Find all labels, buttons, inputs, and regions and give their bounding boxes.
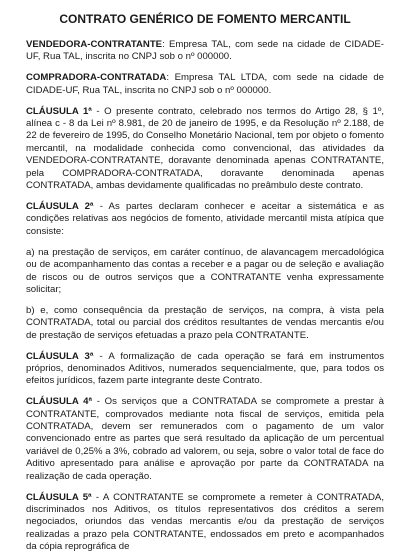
clause-2-item-a [26,247,384,297]
clause-5 [26,492,384,554]
clause-label: CLÁUSULA 3ª [26,350,94,362]
clause-label: CLÁUSULA 1ª [26,105,92,117]
clause-text: - A CONTRATANTE se compromete a remeter à CONTRATADA, discriminados nos Aditivos, os títulos representativos dos créditos a serem negociados, oriundos das vendas mercantis e/ou da prestação de serviços realizadas a prazo pela CONTRATANTE, endossados em preto e acompanhados da cópia reprográfica de [26,491,384,553]
clause-label: CLÁUSULA 4ª [26,396,93,408]
party-label: VENDEDORA-CONTRATANTE [26,39,163,50]
document-title: CONTRATO GENÉRICO DE FOMENTO MERCANTIL [59,12,351,26]
clause-3 [26,351,384,388]
clause-4 [26,396,384,483]
clause-text: - O presente contrato, celebrado nos termos do Artigo 28, § 1º, alínea c - 8 da Lei nº 8.981, de 20 de janeiro de 1995, e da Resolução nº 2.188, de 22 de fevereiro de 1995, do Conselho Monetário Nacional, tem por objeto o fomento mercantil, na modalidade conhecida como convencional, das atividades da VENDEDORA-CONTRATANTE, doravante denominada apenas CONTRATANTE, pela COMPRADORA-CONTRATADA, doravante denominada apenas CONTRATADA, ambas devidamente qualificadas no preâmbulo deste contrato. [26,105,384,192]
clause-text: - Os serviços que a CONTRATADA se compromete a prestar à CONTRATANTE, comprovados mediante nota fiscal de serviços, emitida pela CONTRATADA, devem ser remunerados com o pagamento de um valor convencionado entre as partes que será resultado da aplicação de um percentual variável de 0,25% a 3%, cobrado ad valorem, ou seja, sobre o valor total de face do Aditivo apresentado para análise e aprovação por parte da CONTRATADA na realização de cada operação. [26,396,384,482]
party-label: COMPRADORA-CONTRATADA [26,72,167,84]
party-text: : Empresa TAL LTDA, com sede na cidade de CIDADE-UF, Rua TAL, inscrita no CNPJ sob o nº 000000. [26,72,384,96]
clause-label: CLÁUSULA 5ª [26,491,92,503]
clause-1 [26,106,384,193]
clause-2-item-b [26,305,384,342]
clause-2 [26,201,384,238]
party-seller [26,39,384,64]
clause-text: - A formalização de cada operação se fará em instrumentos próprios, denominados Aditivos, numerados sequencialmente, que, para todos os efeitos jurídicos, fazem parte integrante deste Contrato. [26,350,384,387]
party-text: : Empresa TAL, com sede na cidade de CIDADE-UF, Rua TAL, inscrita no CNPJ sob o nº 000000. [26,39,384,63]
clause-label: CLÁUSULA 2ª [26,200,94,212]
party-buyer [26,72,384,97]
clause-text: b) e, como consequência da prestação de serviços, na compra, à vista pela CONTRATADA, total ou parcial dos créditos resultantes de vendas mercantis e/ou de prestação de serviços efetuadas a prazo pela CONTRATANTE. [26,304,384,341]
clause-text: - As partes declaram conhecer e aceitar a sistemática e as condições relativas aos negócios de fomento, atividade mercantil mista atípica que consiste: [26,200,385,237]
clause-text: a) na prestação de serviços, em caráter contínuo, de alavancagem mercadológica ou de acompanhamento das contas a receber e a pagar ou de seleção e avaliação de riscos ou de outros serviços que a CONTRATANTE venha expressamente solicitar; [26,246,384,295]
